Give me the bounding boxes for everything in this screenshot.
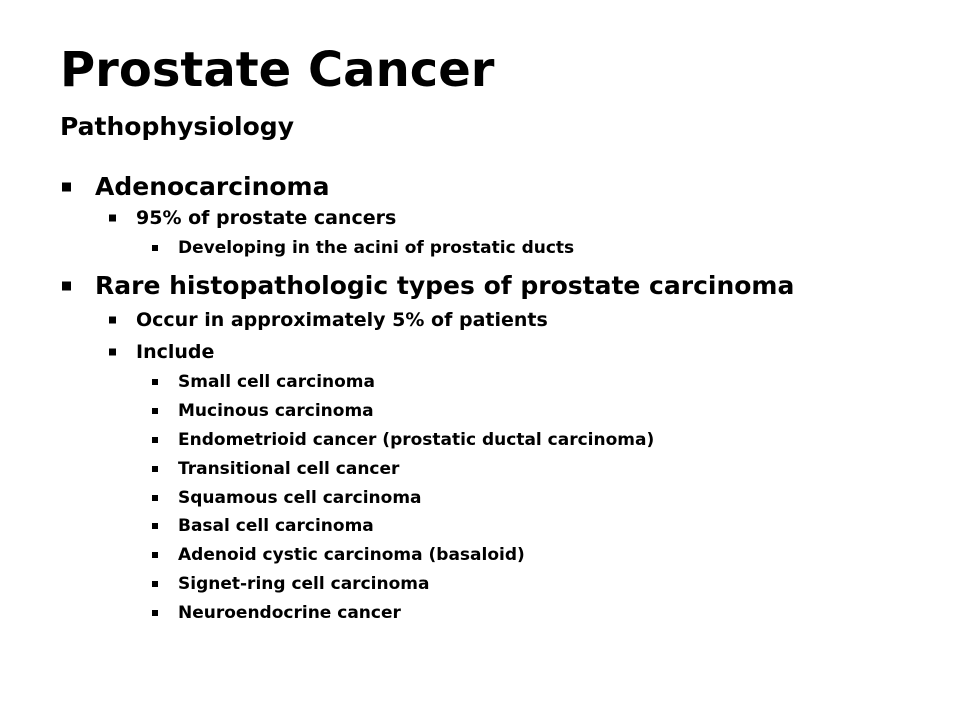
bullet-rare-types xyxy=(95,271,794,301)
bullet-text: 95% of prostate cancers xyxy=(136,207,397,229)
list-item xyxy=(178,371,375,393)
bullet-text: Endometrioid cancer (prostatic ductal carcinoma) xyxy=(178,430,655,450)
square-bullet-icon xyxy=(152,581,158,587)
bullet-text: Squamous cell carcinoma xyxy=(178,488,422,508)
bullet-include xyxy=(136,340,214,364)
list-item xyxy=(178,602,401,624)
bullet-95-percent xyxy=(136,206,396,230)
bullet-text: Developing in the acini of prostatic ducts xyxy=(178,238,575,258)
square-bullet-icon xyxy=(62,183,71,192)
square-bullet-icon xyxy=(152,437,158,443)
bullet-text: Neuroendocrine cancer xyxy=(178,603,401,623)
square-bullet-icon xyxy=(152,552,158,558)
square-bullet-icon xyxy=(109,215,116,222)
bullet-text: Occur in approximately 5% of patients xyxy=(136,309,548,331)
bullet-occur xyxy=(136,308,548,332)
list-item xyxy=(178,458,399,480)
square-bullet-icon xyxy=(152,466,158,472)
square-bullet-icon xyxy=(109,317,116,324)
bullet-text: Mucinous carcinoma xyxy=(178,401,374,421)
square-bullet-icon xyxy=(152,245,158,251)
list-item xyxy=(178,487,422,509)
bullet-text: Adenoid cystic carcinoma (basaloid) xyxy=(178,545,525,565)
bullet-acini xyxy=(178,237,574,259)
list-item xyxy=(178,515,374,537)
list-item xyxy=(178,400,374,422)
square-bullet-icon xyxy=(152,523,158,529)
square-bullet-icon xyxy=(152,610,158,616)
list-item xyxy=(178,429,654,451)
bullet-text: Small cell carcinoma xyxy=(178,372,375,392)
bullet-text: Basal cell carcinoma xyxy=(178,516,374,536)
slide-subtitle: Pathophysiology xyxy=(60,112,294,141)
slide-title: Prostate Cancer xyxy=(60,42,495,98)
square-bullet-icon xyxy=(152,495,158,501)
square-bullet-icon xyxy=(152,408,158,414)
bullet-text: Include xyxy=(136,341,215,363)
square-bullet-icon xyxy=(62,282,71,291)
square-bullet-icon xyxy=(152,379,158,385)
bullet-text: Rare histopathologic types of prostate carcinoma xyxy=(95,271,795,300)
list-item xyxy=(178,544,525,566)
list-item xyxy=(178,573,429,595)
bullet-text: Adenocarcinoma xyxy=(95,172,330,201)
square-bullet-icon xyxy=(109,349,116,356)
bullet-text: Transitional cell cancer xyxy=(178,459,400,479)
bullet-text: Signet-ring cell carcinoma xyxy=(178,574,430,594)
bullet-adenocarcinoma xyxy=(95,172,329,202)
